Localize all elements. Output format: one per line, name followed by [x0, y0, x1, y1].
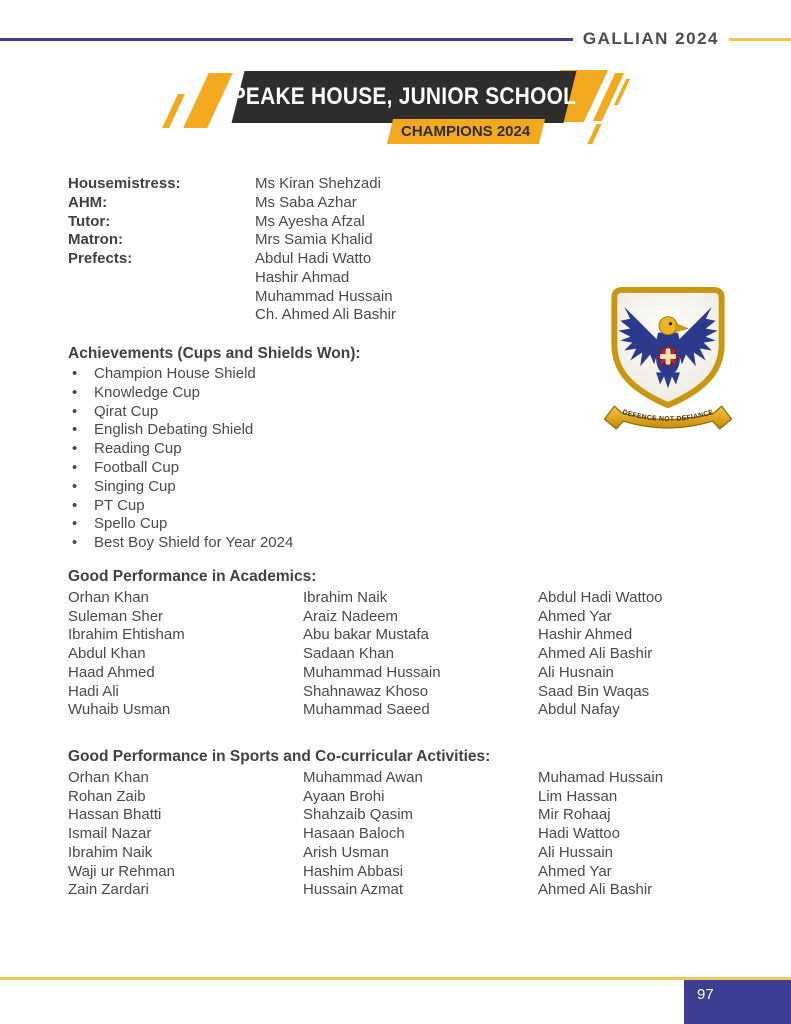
crest-cross	[660, 354, 676, 359]
student-name: Arish Usman	[303, 843, 389, 861]
staff-role-label: AHM:	[68, 193, 108, 211]
staff-person-name: Ms Kiran Shehzadi	[255, 175, 381, 192]
staff-person-name: Ms Ayesha Afzal	[255, 212, 365, 230]
student-name: Hashir Ahmed	[538, 626, 633, 644]
achievement-item: • Spello Cup	[68, 515, 361, 534]
achievement-item: • Singing Cup	[68, 478, 361, 497]
banner-slash-decoration	[587, 124, 601, 144]
academics-heading: Good Performance in Academics:	[68, 568, 317, 585]
achievement-item: • PT Cup	[68, 497, 361, 516]
student-name: Muhammad Hussain	[303, 663, 441, 681]
student-name: Saad Bin Waqas	[538, 682, 650, 700]
house-banner	[0, 0, 791, 175]
student-name: Hashim Abbasi	[303, 862, 404, 880]
student-name: Orhan Khan	[68, 769, 149, 786]
academics-column-2	[303, 589, 538, 720]
champion-label: CHAMPIONS 2024	[401, 123, 531, 140]
staff-person-name: Abdul Hadi Watto	[255, 250, 372, 268]
student-name: Abdul Khan	[68, 645, 146, 663]
staff-row	[68, 231, 396, 250]
crest-graphic	[596, 279, 740, 433]
achievement-item: • Football Cup	[68, 459, 361, 478]
academics-column-3	[538, 589, 738, 720]
academics-section	[68, 567, 748, 720]
banner-title-plate	[232, 71, 577, 123]
student-name: Sadaan Khan	[303, 645, 394, 663]
page-number: 97	[697, 986, 714, 1003]
prefect-name: Ch. Ahmed Ali Bashir	[255, 306, 396, 324]
magazine-title: GALLIAN 2024	[582, 29, 719, 48]
student-name: Araiz Nadeem	[303, 607, 399, 625]
house-title: PEAKE HOUSE, JUNIOR SCHOOL	[231, 83, 577, 110]
crest-motto-text: DEFENCE NOT DEFIANCE	[621, 408, 715, 424]
prefects-extra-list	[255, 269, 396, 325]
staff-person-name: Ms Saba Azhar	[255, 193, 357, 211]
academics-columns	[68, 589, 748, 720]
student-name: Muhammad Saeed	[303, 701, 430, 719]
sports-column-2	[303, 769, 538, 900]
staff-block	[68, 175, 396, 325]
student-name: Ibrahim Naik	[68, 843, 153, 861]
student-name: Mir Rohaaj	[538, 806, 611, 824]
page-number-box	[684, 980, 791, 1024]
student-name: Abu bakar Mustafa	[303, 626, 429, 644]
prefect-name: Hashir Ahmad	[255, 268, 350, 286]
student-name: Ali Hussain	[538, 843, 614, 861]
sports-heading: Good Performance in Sports and Co-curricular Activities:	[68, 748, 491, 765]
student-name: Ahmed Yar	[538, 607, 612, 625]
staff-row	[68, 194, 396, 213]
student-name: Ibrahim Naik	[303, 589, 388, 606]
student-name: Rohan Zaib	[68, 787, 146, 805]
crest-eagle-eye	[669, 322, 672, 325]
student-name: Wuhaib Usman	[68, 701, 171, 719]
staff-role-label: Housemistress:	[68, 175, 181, 192]
sports-columns	[68, 769, 748, 900]
student-name: Orhan Khan	[68, 589, 149, 606]
achievement-item: • Qirat Cup	[68, 403, 361, 422]
student-name: Shahzaib Qasim	[303, 806, 414, 824]
academics-column-1	[68, 589, 303, 720]
student-name: Ahmed Yar	[538, 862, 612, 880]
achievement-item: • Best Boy Shield for Year 2024	[68, 534, 361, 553]
student-name: Muhamad Hussain	[538, 769, 664, 786]
student-name: Ali Husnain	[538, 663, 614, 681]
achievement-item: • Reading Cup	[68, 440, 361, 459]
student-name: Suleman Sher	[68, 607, 164, 625]
staff-role-label: Matron:	[68, 231, 123, 249]
student-name: Abdul Hadi Wattoo	[538, 589, 663, 606]
sports-column-1	[68, 769, 303, 900]
staff-row	[68, 250, 396, 269]
achievement-item: • Knowledge Cup	[68, 384, 361, 403]
achievement-item: • Champion House Shield	[68, 365, 361, 384]
achievements-heading: Achievements (Cups and Shields Won):	[68, 345, 361, 362]
student-name: Ahmed Ali Bashir	[538, 645, 653, 663]
student-name: Shahnawaz Khoso	[303, 682, 429, 700]
banner-champion-plate	[387, 119, 545, 144]
student-name: Ahmed Ali Bashir	[538, 881, 653, 899]
achievement-item: • English Debating Shield	[68, 421, 361, 440]
sports-column-3	[538, 769, 738, 900]
student-name: Ayaan Brohi	[303, 787, 385, 805]
achievements-section	[68, 344, 361, 553]
crest-eagle-head	[659, 317, 677, 335]
staff-person-name: Mrs Samia Khalid	[255, 231, 373, 249]
banner-slash-decoration	[183, 73, 233, 128]
student-name: Hadi Wattoo	[538, 825, 620, 843]
staff-row	[68, 213, 396, 232]
student-name: Zain Zardari	[68, 881, 149, 899]
house-crest	[596, 279, 740, 433]
staff-row	[68, 175, 396, 194]
sports-section	[68, 747, 748, 900]
achievements-list	[68, 365, 361, 553]
student-name: Ismail Nazar	[68, 825, 152, 843]
student-name: Lim Hassan	[538, 787, 618, 805]
student-name: Abdul Nafay	[538, 701, 620, 719]
student-name: Ibrahim Ehtisham	[68, 626, 185, 644]
student-name: Muhammad Awan	[303, 769, 423, 786]
staff-role-label: Prefects:	[68, 250, 133, 268]
student-name: Hadi Ali	[68, 682, 119, 700]
student-name: Hasaan Baloch	[303, 825, 405, 843]
student-name: Waji ur Rehman	[68, 862, 175, 880]
banner-slash-decoration	[162, 94, 185, 128]
student-name: Hussain Azmat	[303, 881, 404, 899]
footer-rule	[0, 977, 791, 980]
student-name: Haad Ahmed	[68, 663, 155, 681]
prefect-name: Muhammad Hussain	[255, 287, 393, 305]
student-name: Hassan Bhatti	[68, 806, 162, 824]
staff-role-label: Tutor:	[68, 212, 111, 230]
